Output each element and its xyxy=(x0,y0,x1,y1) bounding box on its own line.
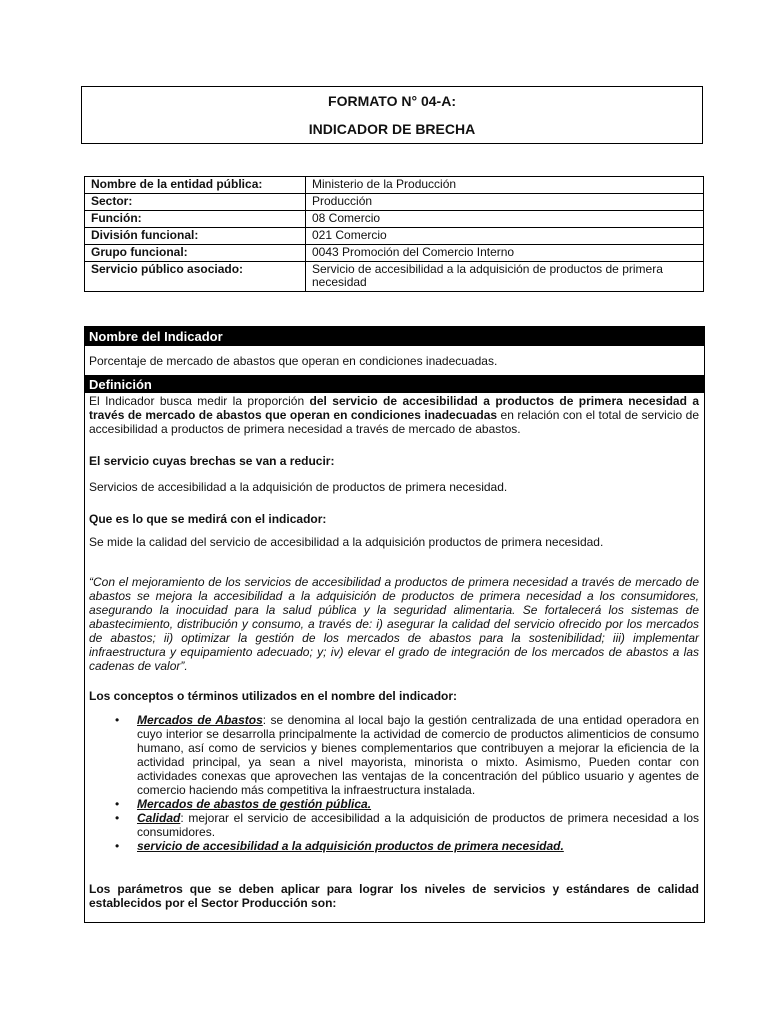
row-value: 0043 Promoción del Comercio Interno xyxy=(306,245,704,262)
table-row xyxy=(85,177,704,194)
list-item xyxy=(115,811,699,839)
table-row xyxy=(85,262,704,292)
table-row xyxy=(85,194,704,211)
measure-heading: Que es lo que se medirá con el indicador: xyxy=(89,512,327,526)
row-key: Grupo funcional: xyxy=(85,245,306,262)
terms-list xyxy=(85,713,699,853)
table-row xyxy=(85,228,704,245)
term-name: servicio de accesibilidad a la adquisición productos de primera necesidad. xyxy=(137,839,564,853)
bullet-icon: • xyxy=(115,839,120,853)
indicator-name-header: Nombre del Indicador xyxy=(85,327,704,346)
indicator-type-title: INDICADOR DE BRECHA xyxy=(308,121,476,137)
definition-header: Definición xyxy=(85,376,704,393)
row-key: Servicio público asociado: xyxy=(85,262,306,292)
measure-text: Se mide la calidad del servicio de accesibilidad a la adquisición productos de primera necesidad. xyxy=(89,535,604,549)
bullet-icon: • xyxy=(115,797,120,811)
term-name: Mercados de Abastos xyxy=(137,713,263,727)
row-value: 021 Comercio xyxy=(306,228,704,245)
row-value: Servicio de accesibilidad a la adquisición de productos de primera necesidad xyxy=(306,262,704,292)
parameters-heading: Los parámetros que se deben aplicar para lograr los niveles de servicios y estándares de calidad establecidos por el Sector Producción son: xyxy=(89,882,699,910)
table-row xyxy=(85,211,704,228)
term-name: Mercados de abastos de gestión pública. xyxy=(137,797,372,811)
term-description: : mejorar el servicio de accesibilidad a la adquisición de productos de primera necesidad a los consumidores. xyxy=(137,811,699,839)
entity-info-table xyxy=(84,176,704,292)
row-key: Sector: xyxy=(85,194,306,211)
definition-part: El Indicador busca medir la proporción xyxy=(89,394,310,408)
format-title-box xyxy=(81,86,703,144)
table-row xyxy=(85,245,704,262)
term-name: Calidad xyxy=(137,811,181,825)
row-key: Nombre de la entidad pública: xyxy=(85,177,306,194)
list-item xyxy=(115,713,700,797)
row-key: Función: xyxy=(85,211,306,228)
row-key: División funcional: xyxy=(85,228,306,245)
bullet-icon: • xyxy=(115,811,120,825)
definition-part: en relación con el total de servicio de accesibilidad a productos de primera necesidad a través de mercado de abastos. xyxy=(89,408,699,436)
concepts-heading: Los conceptos o términos utilizados en el nombre del indicador: xyxy=(89,689,458,703)
definition-text xyxy=(89,394,699,436)
list-item xyxy=(115,839,699,853)
indicator-section xyxy=(84,326,705,923)
row-value: 08 Comercio xyxy=(306,211,704,228)
row-value: Producción xyxy=(306,194,704,211)
definition-emphasis: del servicio de accesibilidad a productos de primera necesidad a través de mercado de abastos que operan en condiciones inadecuadas xyxy=(89,394,700,422)
format-number-title: FORMATO N° 04-A: xyxy=(328,93,456,109)
gap-text: Servicios de accesibilidad a la adquisición de productos de primera necesidad. xyxy=(89,480,508,494)
bullet-icon: • xyxy=(115,713,120,727)
gap-heading: El servicio cuyas brechas se van a reducir: xyxy=(89,454,335,468)
list-item xyxy=(115,797,699,811)
objective-quote: “Con el mejoramiento de los servicios de accesibilidad a productos de primera necesidad a través de mercado de abastos se mejora la accesibilidad a la adquisición de productos de primera necesidad a los consumidores, asegurando la inocuidad para la salud pública y la seguridad alimentaria. Se fortalecerá los sistemas de abastecimiento, distribución y consumo, a través de: i) asegurar la calidad del servicio ofrecido por los mercados de abastos; ii) optimizar la gestión de los mercados de abastos para la sostenibilidad; iii) implementar infraestructura y equipamiento adecuado; y; iv) elevar el grado de integración de los mercados de abastos a las cadenas de valor”. xyxy=(89,575,699,673)
row-value: Ministerio de la Producción xyxy=(306,177,704,194)
term-description: : se denomina al local bajo la gestión centralizada de una entidad operadora en cuyo interior se desarrolla principalmente la actividad de comercio de productos alimenticios de consumo humano, así como de servicios y bienes complementarios que contribuyen a mejorar la eficiencia de la actividad principal, ya sean a nivel mayorista, minorista o mixto. Asimismo, Pueden contar con actividades conexas que aprovechen las ventajas de la concentración del público usuario y agentes de comercio haciendo más competitiva la infraestructura instalada. xyxy=(137,713,700,797)
indicator-name-text: Porcentaje de mercado de abastos que operan en condiciones inadecuadas. xyxy=(89,354,498,368)
